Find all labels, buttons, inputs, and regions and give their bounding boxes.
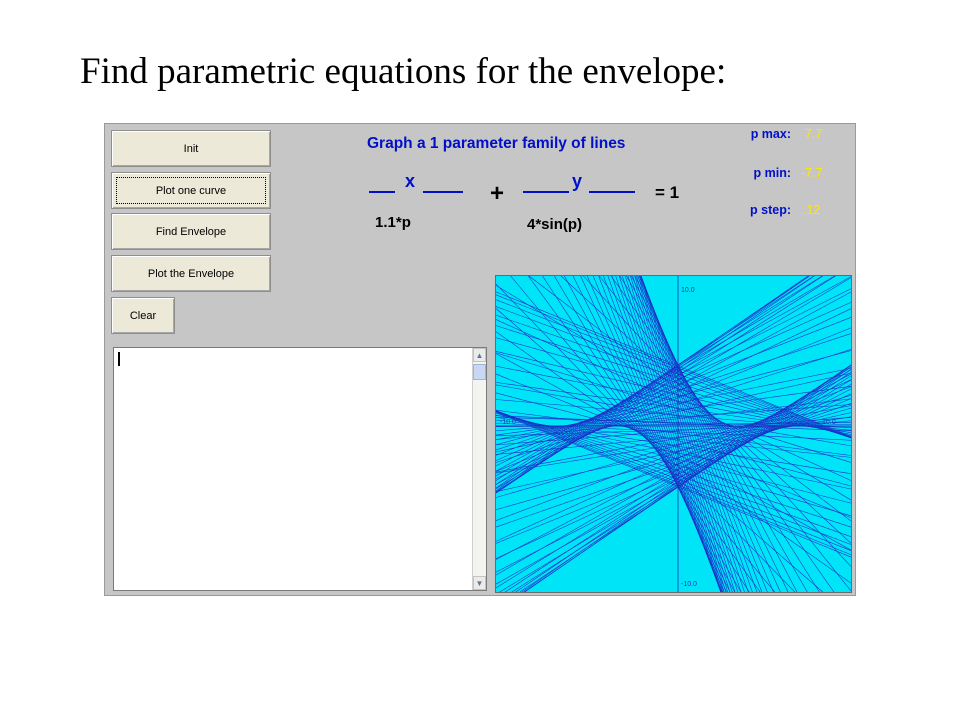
x-axis-right-label: 10.0 bbox=[822, 419, 836, 426]
family-line bbox=[561, 276, 851, 543]
init-button[interactable]: Init bbox=[111, 130, 271, 167]
output-text-area[interactable] bbox=[113, 347, 487, 591]
family-line bbox=[496, 328, 851, 472]
p-step-label: p step: bbox=[750, 203, 791, 217]
find-envelope-button[interactable]: Find Envelope bbox=[111, 213, 271, 250]
x-fraction-bar-right bbox=[423, 191, 463, 193]
chevron-up-icon: ▲ bbox=[475, 350, 484, 360]
x-fraction-bar-left bbox=[369, 191, 395, 193]
y-denominator: 4*sin(p) bbox=[527, 216, 583, 233]
graph-title: Graph a 1 parameter family of lines bbox=[367, 135, 626, 152]
family-line bbox=[512, 376, 851, 592]
p-max-value[interactable]: 7.7 bbox=[805, 127, 823, 141]
family-line bbox=[603, 276, 720, 592]
family-line bbox=[496, 384, 851, 584]
scrollbar-thumb[interactable] bbox=[473, 364, 486, 380]
family-line bbox=[496, 276, 809, 492]
family-line bbox=[496, 295, 851, 437]
line-family bbox=[496, 276, 851, 592]
x-denominator: 1.1*p bbox=[375, 214, 411, 231]
family-line bbox=[631, 276, 797, 592]
family-line bbox=[616, 276, 722, 592]
p-max-label: p max: bbox=[750, 127, 791, 141]
y-fraction-bar-left bbox=[523, 191, 569, 193]
vertical-scrollbar[interactable] bbox=[472, 348, 486, 590]
clear-button[interactable]: Clear bbox=[111, 297, 175, 334]
x-axis-left-label: -10.0 bbox=[500, 419, 516, 426]
scroll-up-button[interactable] bbox=[473, 348, 486, 362]
chevron-down-icon: ▼ bbox=[475, 578, 484, 588]
y-axis-bottom-label: -10.0 bbox=[681, 581, 697, 588]
y-axis-top-label: 10.0 bbox=[681, 287, 695, 294]
plot-area[interactable] bbox=[495, 275, 852, 593]
y-fraction-bar-right bbox=[589, 191, 635, 193]
family-line bbox=[630, 276, 729, 592]
p-min-label: p min: bbox=[753, 166, 791, 180]
plus-sign: + bbox=[490, 180, 505, 207]
text-caret bbox=[118, 352, 120, 366]
equals-one: = 1 bbox=[655, 183, 680, 202]
plot-canvas bbox=[496, 276, 851, 592]
y-numerator: y bbox=[572, 171, 583, 191]
slide-title: Find parametric equations for the envelope: bbox=[80, 51, 727, 92]
family-line bbox=[496, 285, 851, 500]
scroll-down-button[interactable] bbox=[473, 576, 486, 590]
plot-envelope-button[interactable]: Plot the Envelope bbox=[111, 255, 271, 292]
p-step-value[interactable]: .12 bbox=[803, 203, 821, 217]
x-numerator: x bbox=[405, 171, 416, 191]
family-line bbox=[496, 292, 851, 484]
p-min-value[interactable]: -7.7 bbox=[801, 166, 823, 180]
envelope-applet bbox=[104, 123, 856, 596]
plot-one-curve-button[interactable]: Plot one curve bbox=[111, 172, 271, 209]
